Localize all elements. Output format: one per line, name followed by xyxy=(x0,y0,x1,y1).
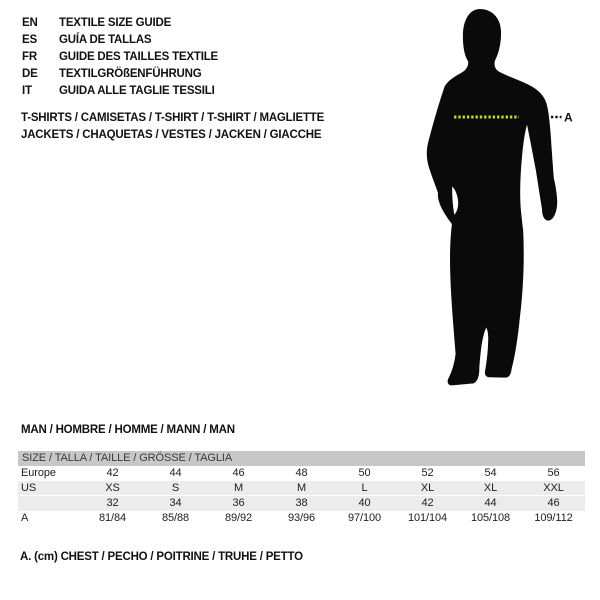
table-cell: XL xyxy=(420,482,435,494)
table-cell: 44 xyxy=(169,467,182,479)
table-cell: 32 xyxy=(106,497,119,509)
row-label: Europe xyxy=(21,467,56,479)
lang-label: GUIDE DES TAILLES TEXTILE xyxy=(59,51,218,63)
table-cell: 42 xyxy=(421,497,434,509)
table-cell: 109/112 xyxy=(534,512,573,524)
table-cell: 46 xyxy=(232,467,245,479)
lang-label: TEXTILGRÖßENFÜHRUNG xyxy=(59,68,202,80)
table-cell: L xyxy=(361,482,368,494)
size-table-header: SIZE / TALLA / TAILLE / GRÖSSE / TAGLIA xyxy=(18,451,585,466)
table-cell: 56 xyxy=(547,467,560,479)
table-cell: 46 xyxy=(547,497,560,509)
lang-code: ES xyxy=(22,34,37,46)
category-line-jackets: JACKETS / CHAQUETAS / VESTES / JACKEN / GIACCHE xyxy=(21,129,322,141)
size-table xyxy=(18,451,585,526)
table-cell: 101/104 xyxy=(407,512,448,524)
table-row-us-numeric xyxy=(18,496,585,511)
measurement-footnote: A. (cm) CHEST / PECHO / POITRINE / TRUHE / PETTO xyxy=(20,551,303,563)
table-cell: 105/108 xyxy=(470,512,511,524)
table-cell: 42 xyxy=(106,467,119,479)
row-label: A xyxy=(21,512,29,524)
table-cell: 93/96 xyxy=(287,512,316,524)
category-line-tshirts: T-SHIRTS / CAMISETAS / T-SHIRT / T-SHIRT / MAGLIETTE xyxy=(21,112,325,124)
lang-code: FR xyxy=(22,51,37,63)
table-cell: 52 xyxy=(421,467,434,479)
table-cell: 40 xyxy=(358,497,371,509)
table-cell: 48 xyxy=(295,467,308,479)
table-cell: 97/100 xyxy=(347,512,382,524)
table-cell: 44 xyxy=(484,497,497,509)
lang-label: GUIDA ALLE TAGLIE TESSILI xyxy=(59,85,215,97)
row-label: US xyxy=(21,482,37,494)
table-cell: 50 xyxy=(358,467,371,479)
lang-code: IT xyxy=(22,85,32,97)
lang-label: GUÍA DE TALLAS xyxy=(59,34,152,46)
lang-code: EN xyxy=(22,17,38,29)
table-cell: S xyxy=(171,482,180,494)
lang-code: DE xyxy=(22,68,38,80)
table-row-us xyxy=(18,481,585,496)
table-row-chest-cm xyxy=(18,511,585,526)
measure-label-a: A xyxy=(564,110,573,125)
table-cell: 38 xyxy=(295,497,308,509)
man-silhouette xyxy=(427,9,557,385)
table-cell: M xyxy=(296,482,307,494)
table-cell: 89/92 xyxy=(224,512,253,524)
table-row-europe xyxy=(18,466,585,481)
table-cell: 36 xyxy=(232,497,245,509)
table-cell: 85/88 xyxy=(161,512,190,524)
table-cell: 54 xyxy=(484,467,497,479)
table-cell: XXL xyxy=(543,482,564,494)
row-label xyxy=(18,496,81,511)
table-cell: M xyxy=(233,482,244,494)
lang-label: TEXTILE SIZE GUIDE xyxy=(59,17,172,29)
table-cell: XS xyxy=(105,482,120,494)
table-cell: XL xyxy=(483,482,498,494)
table-cell: 34 xyxy=(169,497,182,509)
section-title-man: MAN / HOMBRE / HOMME / MANN / MAN xyxy=(21,424,235,436)
table-cell: 81/84 xyxy=(98,512,127,524)
